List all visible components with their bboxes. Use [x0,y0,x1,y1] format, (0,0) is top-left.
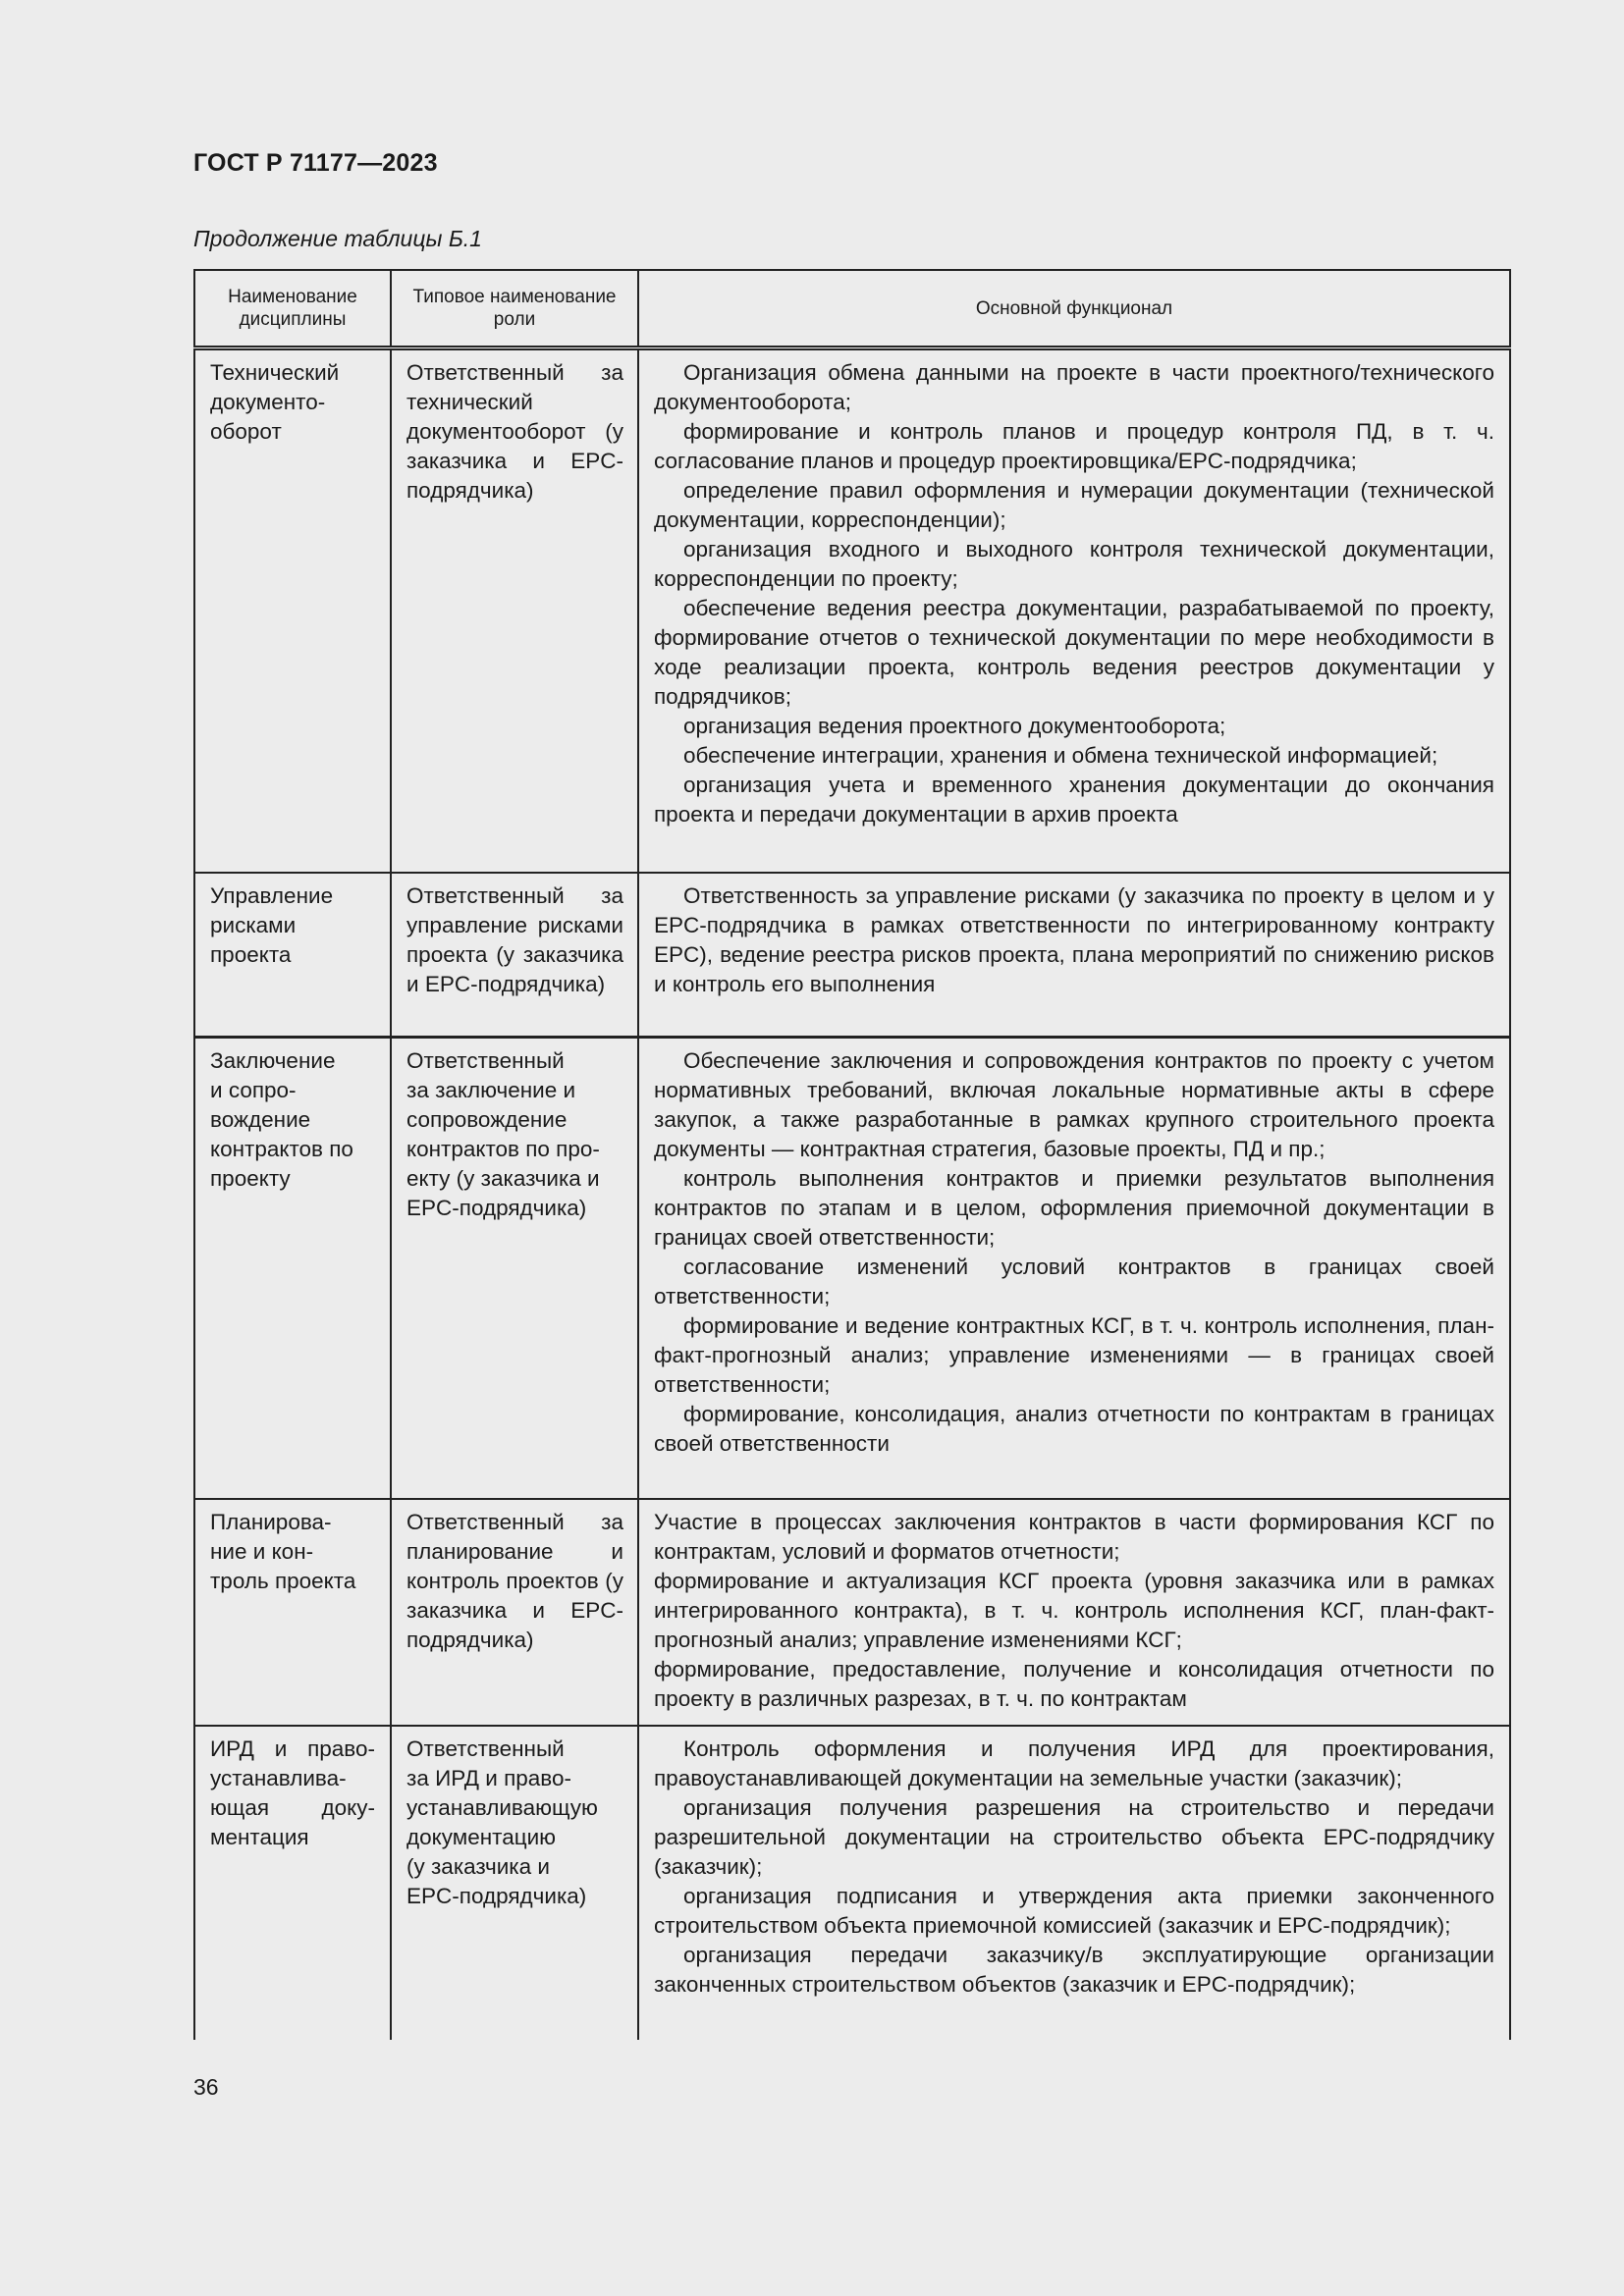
function-item: организация передачи заказчику/в эксплуатирующие организации законченных строительством объектов (заказчик и EPC-подрядчик); [654,1942,1494,1997]
table-caption: Продолжение таблицы Б.1 [193,226,482,251]
discipline-cell: Технический документо- оборот [194,348,391,873]
discipline-cell: ИРД и право-устанавлива-ющая доку-ментация [194,1726,391,2040]
function-item: формирование и ведение контрактных КСГ, в т. ч. контроль исполнения, план-факт-прогнозный анализ; управление изменениями — в границах своей ответственности; [654,1313,1494,1397]
discipline-cell: Управление рисками проекта [194,873,391,1038]
function-item: согласование изменений условий контрактов в границах своей ответственности; [654,1255,1494,1308]
function-item: обеспечение интеграции, хранения и обмена технической информацией; [683,743,1438,768]
function-item: формирование и контроль планов и процедур контроля ПД, в т. ч. согласование планов и процедур проектировщика/EPC-подрядчика; [654,419,1494,473]
functions-cell [638,873,1510,1038]
functions-cell [638,348,1510,873]
discipline-cell: Заключение и сопро- вождение контрактов по проекту [194,1038,391,1499]
function-item: Организация обмена данными на проекте в части проектного/технического документооборота; [654,360,1494,414]
role-cell: Ответственный за планирование и контроль проектов (у заказчика и EPC-подрядчика) [391,1499,638,1726]
function-item: Обеспечение заключения и сопровождения контрактов по проекту с учетом нормативных требований, включая локальные нормативные акты в сфере закупок, а также разработанные в рамках крупного строительного проекта документы — контрактная стратегия, базовые проекты, ПД и пр.; [654,1048,1494,1161]
table-row [194,873,1510,1038]
column-header-functions: Основной функционал [638,270,1510,348]
table-row [194,348,1510,873]
function-item: формирование, консолидация, анализ отчетности по контрактам в границах своей ответственности [654,1402,1494,1456]
function-item: обеспечение ведения реестра документации, разрабатываемой по проекту, формирование отчетов о технической документации по мере необходимости в ходе реализации проекта, контроль ведения реестров документации у подрядчиков; [654,596,1494,709]
column-header-discipline: Наименование дисциплины [194,270,391,348]
function-item: Участие в процессах заключения контрактов в части формирования КСГ по контрактам, условий и форматов отчетности; [654,1509,1494,1564]
table-row [194,1499,1510,1726]
function-item: Контроль оформления и получения ИРД для проектирования, правоустанавливающей документации на земельные участки (заказчик); [654,1735,1494,1790]
role-cell: Ответственный за технический документооборот (у заказчика и EPC-подрядчика) [391,348,638,873]
functions-cell [638,1499,1510,1726]
function-item: формирование и актуализация КСГ проекта (уровня заказчика или в рамках интегрированного контракта), в т. ч. контроль исполнения КСГ, план-факт-прогнозный анализ; управление изменениями КСГ; [654,1568,1494,1652]
table-row [194,1038,1510,1499]
function-item: организация входного и выходного контроля технической документации, корреспонденции по проекту; [654,537,1494,591]
functions-cell [638,1038,1510,1499]
role-cell: Ответственный за управление рисками проекта (у заказчика и EPC-подрядчика) [391,873,638,1038]
table-row [194,1726,1510,2040]
function-item: организация получения разрешения на строительство и передачи разрешительной документации на строительство объекта EPC-подрядчику (заказчик); [654,1794,1494,1879]
function-item: формирование, предоставление, получение и консолидация отчетности по проекту в различных разрезах, в т. ч. по контрактам [654,1656,1494,1711]
function-item: организация ведения проектного документооборота; [683,714,1226,738]
role-cell: Ответственный за заключение и сопровождение контрактов по про- екту (у заказчика и EPC-подрядчика) [391,1038,638,1499]
role-cell: Ответственный за ИРД и право- устанавливающую документацию (у заказчика и EPC-подрядчика) [391,1726,638,2040]
functions-cell [638,1726,1510,2040]
page-number: 36 [193,2074,219,2100]
function-item: Ответственность за управление рисками (у заказчика по проекту в целом и у EPC-подрядчика в рамках ответственности по интегрированному контракту EPC), ведение реестра рисков проекта, плана мероприятий по снижению рисков и контроль его выполнения [654,882,1494,996]
function-item: определение правил оформления и нумерации документации (технической документации, корреспонденции); [654,478,1494,532]
functions-table [193,269,1511,2040]
function-item: организация учета и временного хранения документации до окончания проекта и передачи документации в архив проекта [654,773,1494,827]
column-header-role: Типовое наименование роли [391,270,638,348]
discipline-cell: Планирова- ние и кон- троль проекта [194,1499,391,1726]
function-item: контроль выполнения контрактов и приемки результатов выполнения контрактов по этапам и в целом, оформления приемочной документации в границах своей ответственности; [654,1166,1494,1250]
table-header-row [194,270,1510,348]
document-code: ГОСТ Р 71177—2023 [193,149,438,177]
function-item: организация подписания и утверждения акта приемки законченного строительством объекта приемочной комиссией (заказчик и EPC-подрядчик); [654,1883,1494,1938]
